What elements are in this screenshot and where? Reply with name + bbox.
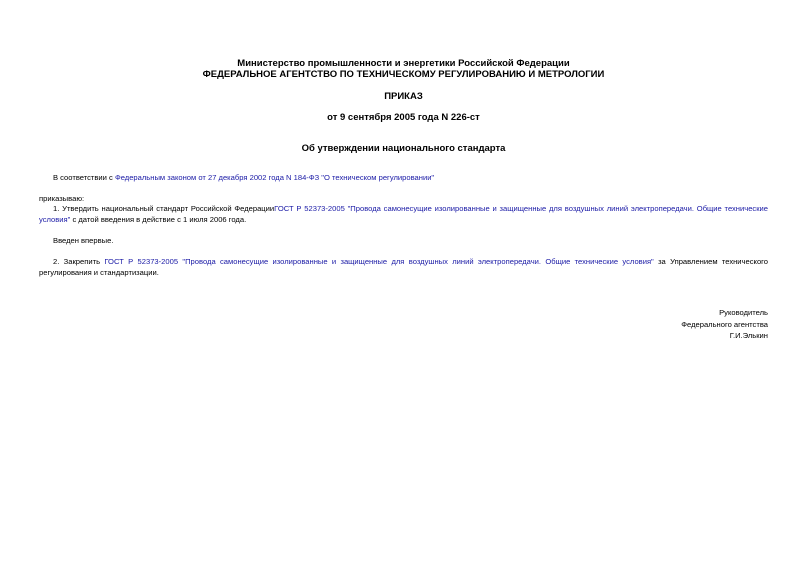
federal-law-link[interactable]: Федеральным законом от 27 декабря 2002 года N 184-ФЗ "О техническом регулировании" xyxy=(114,173,435,182)
agency-heading: ФЕДЕРАЛЬНОЕ АГЕНТСТВО ПО ТЕХНИЧЕСКОМУ РЕГУЛИРОВАНИЮ И МЕТРОЛОГИИ xyxy=(202,69,605,80)
preamble-paragraph xyxy=(39,172,768,183)
item-1-prefix: 1. Утвердить национальный стандарт Российской Федерации xyxy=(53,204,275,213)
signature-block xyxy=(681,307,768,342)
item-2-paragraph xyxy=(39,256,768,278)
ministry-heading: Министерство промышленности и энергетики Российской Федерации xyxy=(237,58,570,69)
item-1-suffix: с датой введения в действие с 1 июля 2006 года. xyxy=(70,215,247,224)
document-subject: Об утверждении национального стандарта xyxy=(301,143,506,154)
introduced-note: Введен впервые. xyxy=(53,236,114,245)
date-number: от 9 сентября 2005 года N 226-ст xyxy=(327,112,480,123)
item-2-prefix: 2. Закрепить xyxy=(53,257,105,266)
document-type: ПРИКАЗ xyxy=(384,91,423,102)
item-1-paragraph xyxy=(39,203,768,225)
signatory-title: Руководитель xyxy=(719,308,768,317)
gost-link-2[interactable]: ГОСТ Р 52373-2005 "Провода самонесущие изолированные и защищенные для воздушных линий электропередачи. Общие технические условия" xyxy=(104,257,654,266)
signatory-org: Федерального агентства xyxy=(681,319,768,329)
gost-link-1[interactable]: ГОСТ Р 52373-2005 "Провода самонесущие изолированные и защищенные для воздушных линий электропередачи. Общие технические условия" xyxy=(39,204,769,224)
item-2-suffix: за Управлением технического регулирования и стандартизации. xyxy=(39,257,768,277)
order-word: приказываю: xyxy=(39,194,85,203)
signatory-name: Г.И.Элькин xyxy=(729,331,768,340)
preamble-prefix: В соответствии с xyxy=(53,173,115,182)
